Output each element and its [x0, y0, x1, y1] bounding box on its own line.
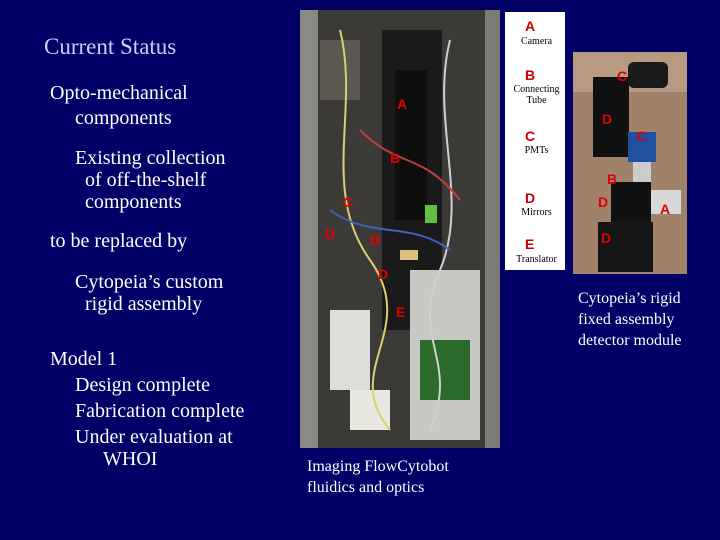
detector-module-photo: [573, 52, 687, 274]
model-line3: Fabrication complete: [75, 400, 245, 422]
legend-desc-b: Connecting Tube: [513, 84, 560, 106]
bullet-existing-line1: Existing collection: [75, 147, 226, 169]
model-line2: Design complete: [75, 374, 210, 396]
right-label-d1: D: [602, 111, 613, 127]
right-label-b: B: [607, 171, 618, 187]
right-caption-line1: Cytopeia’s rigid: [578, 290, 681, 307]
model-line4: Under evaluation at: [75, 426, 233, 448]
bullet-opto-line1: Opto-mechanical: [50, 82, 188, 104]
bullet-custom-line1: Cytopeia’s custom: [75, 271, 224, 293]
right-label-d2: D: [598, 194, 609, 210]
main-label-c: C: [343, 194, 354, 210]
right-caption-line3: detector module: [578, 332, 682, 349]
right-label-a: A: [660, 201, 671, 217]
legend-desc-a: Camera: [520, 36, 553, 47]
legend-desc-e: Translator: [516, 254, 557, 265]
main-label-b: B: [390, 150, 401, 166]
model-line1: Model 1: [50, 348, 118, 370]
slide-title: Current Status: [44, 34, 177, 59]
right-label-d3: D: [601, 230, 612, 246]
bullet-opto-line2: components: [75, 107, 172, 129]
main-label-a: A: [397, 96, 408, 112]
legend-letter-c: C: [525, 128, 536, 144]
legend-letter-a: A: [525, 18, 536, 34]
legend-desc-c: PMTs: [524, 145, 549, 156]
component-legend: [505, 12, 565, 270]
right-label-c2: C: [636, 128, 647, 144]
legend-desc-d: Mirrors: [521, 207, 552, 218]
bullet-existing-line2: of off-the-shelf: [85, 169, 207, 191]
bullet-existing-line3: components: [85, 191, 182, 213]
bullet-custom-line2: rigid assembly: [85, 293, 203, 315]
main-label-d1: D: [325, 226, 336, 242]
main-caption-line1: Imaging FlowCytobot: [307, 458, 449, 475]
legend-letter-d: D: [525, 190, 536, 206]
right-caption-line2: fixed assembly: [578, 311, 675, 328]
main-label-d2: D: [370, 232, 381, 248]
main-label-e: E: [396, 304, 406, 320]
main-label-d3: D: [378, 266, 389, 282]
model-line5: WHOI: [103, 448, 158, 470]
right-label-c1: C: [617, 68, 628, 84]
main-caption-line2: fluidics and optics: [307, 479, 425, 496]
legend-letter-b: B: [525, 67, 536, 83]
bullet-replaced: to be replaced by: [50, 230, 188, 252]
legend-letter-e: E: [525, 236, 535, 252]
